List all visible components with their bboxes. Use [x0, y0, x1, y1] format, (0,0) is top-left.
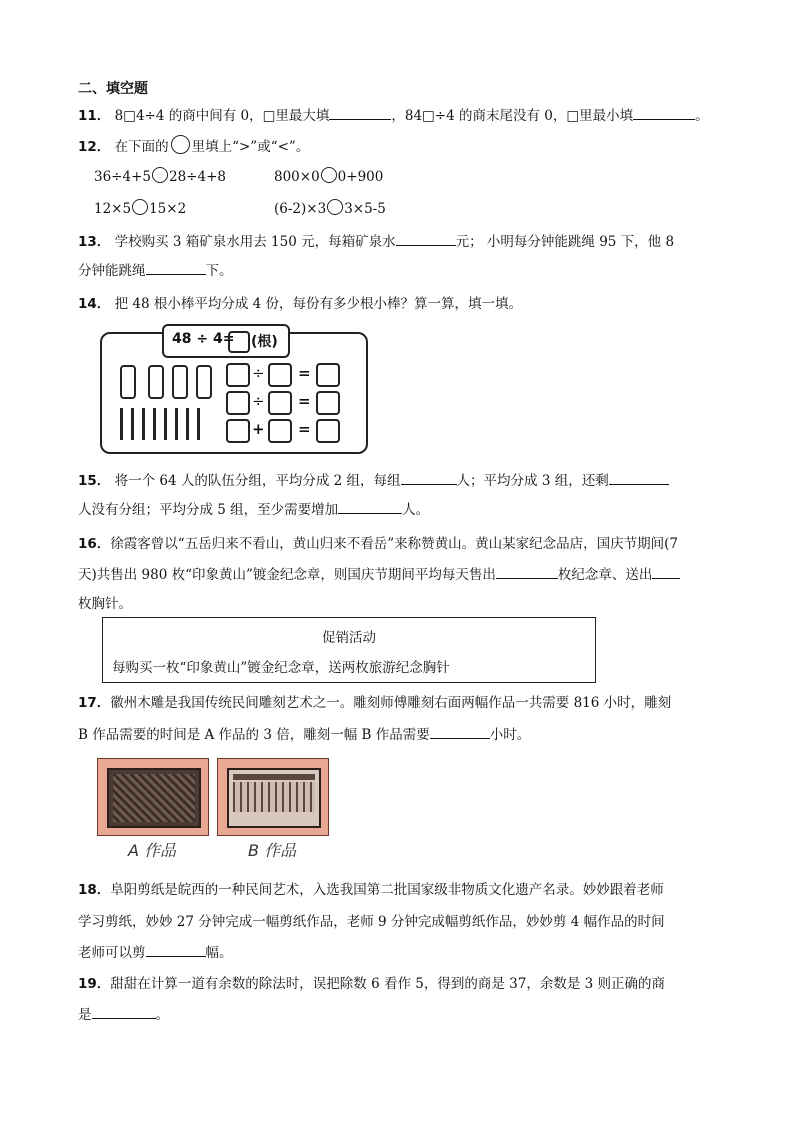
question-text: 阜阳剪纸是皖西的一种民间艺术，入选我国第二批国家级非物质文化遗产名录。妙妙跟着老师 [110, 882, 664, 898]
question-text: 元； 小明每分钟能跳绳 95 下，他 8 [455, 234, 675, 250]
question-19 [78, 972, 665, 992]
answer-box[interactable] [226, 363, 250, 387]
question-16 [78, 532, 678, 552]
question-number: 13． [78, 234, 111, 250]
question-12 [78, 135, 309, 155]
stick-icon [164, 408, 167, 440]
question-text: ，84□÷4 的商末尾没有 0，□里最小填 [391, 108, 634, 124]
answer-box[interactable] [268, 363, 292, 387]
answer-box[interactable] [228, 331, 250, 353]
expr-left: 12×5 [94, 201, 132, 217]
answer-box[interactable] [226, 419, 250, 443]
question-text: 。 [695, 108, 709, 124]
expr-right: 0+900 [337, 169, 384, 185]
question-text: 徽州木雕是我国传统民间雕刻艺术之一。雕刻师傅雕刻右面两幅作品一共需要 816 小时，雕刻 [110, 695, 672, 711]
question-text: 甜甜在计算一道有余数的除法时，误把除数 6 看作 5，得到的商是 37，余数是 3 则正确的商 [110, 976, 665, 992]
stick-icon [120, 408, 123, 440]
question-text: 下。 [205, 263, 233, 279]
answer-blank[interactable] [633, 107, 695, 120]
question-text: 学习剪纸，妙妙 27 分钟完成一幅剪纸作品，老师 9 分钟完成幅剪纸作品，妙妙剪 4 幅作品的时间 [78, 914, 665, 930]
divide-sign: ÷ [252, 364, 265, 382]
question-16-cont [78, 563, 680, 583]
carving-a-image [97, 758, 209, 836]
question-14 [78, 292, 522, 312]
question-number: 12． [78, 139, 111, 155]
equation-unit: (根) [251, 334, 278, 350]
question-text: 枚纪念章、送出 [557, 567, 653, 583]
expr-left: (6-2)×3 [274, 201, 327, 217]
stick-bundle-icon [148, 365, 164, 399]
expr-right: 28÷4+8 [168, 169, 226, 185]
equation-left: 48 ÷ 4= [172, 331, 235, 347]
question-number: 17． [78, 695, 111, 711]
question-text: 分钟能跳绳 [78, 263, 146, 279]
compare-circle-input[interactable] [152, 167, 168, 183]
answer-box[interactable] [226, 391, 250, 415]
compare-item [94, 199, 186, 217]
question-text: 把 48 根小棒平均分成 4 份，每份有多少根小棒？算一算，填一填。 [114, 296, 523, 312]
question-number: 14． [78, 296, 111, 312]
answer-blank[interactable] [652, 566, 680, 579]
answer-box[interactable] [268, 419, 292, 443]
compare-item [94, 167, 226, 185]
question-text: 将一个 64 人的队伍分组，平均分成 2 组，每组 [114, 473, 401, 489]
question-18 [78, 878, 664, 898]
question-11 [78, 104, 709, 124]
answer-blank[interactable] [609, 472, 669, 485]
answer-blank[interactable] [329, 107, 391, 120]
question-17-cont [78, 723, 530, 743]
answer-blank[interactable] [92, 1006, 156, 1019]
compare-item [274, 199, 386, 217]
compare-item [274, 167, 383, 185]
expr-right: 15×2 [149, 201, 187, 217]
carving-b-caption: B 作品 [248, 841, 297, 860]
compare-circle-input[interactable] [132, 199, 148, 215]
question-16-cont2 [78, 592, 132, 612]
compare-circle-input[interactable] [327, 199, 343, 215]
question-13 [78, 230, 674, 250]
question-text: 。 [155, 1007, 169, 1023]
stick-icon [142, 408, 145, 440]
equals-sign: = [298, 392, 311, 410]
question-15-cont [78, 498, 429, 518]
question-text: 枚胸针。 [78, 596, 132, 612]
stick-icon [186, 408, 189, 440]
answer-box[interactable] [268, 391, 292, 415]
promo-text: 每购买一枚“印象黄山”镀金纪念章，送两枚旅游纪念胸针 [112, 660, 450, 676]
question-text: 小时。 [489, 727, 531, 743]
answer-box[interactable] [316, 391, 340, 415]
compare-circle-input[interactable] [321, 167, 337, 183]
question-18-cont2 [78, 941, 233, 961]
question-text: 老师可以剪 [78, 945, 146, 961]
question-text: 天)共售出 980 枚“印象黄山”镀金纪念章，则国庆节期间平均每天售出 [78, 567, 496, 583]
plus-sign: + [252, 420, 265, 438]
expr-left: 36÷4+5 [94, 169, 151, 185]
answer-box[interactable] [316, 419, 340, 443]
question-13-cont [78, 259, 233, 279]
question-number: 15． [78, 473, 111, 489]
question-text: 人；平均分成 3 组，还剩 [456, 473, 609, 489]
answer-blank[interactable] [338, 501, 402, 514]
answer-box[interactable] [316, 363, 340, 387]
carving-b-image [217, 758, 329, 836]
circle-icon [171, 135, 190, 154]
answer-blank[interactable] [401, 472, 457, 485]
section-title: 二、填空题 [78, 81, 148, 97]
question-text: 学校购买 3 箱矿泉水用去 150 元，每箱矿泉水 [114, 234, 396, 250]
question-text: 在下面的 [114, 139, 169, 155]
divide-sign: ÷ [252, 392, 265, 410]
expr-left: 800×0 [274, 169, 320, 185]
question-text: 人没有分组；平均分成 5 组，至少需要增加 [78, 502, 339, 518]
stick-bundle-icon [120, 365, 136, 399]
stick-icon [175, 408, 178, 440]
answer-blank[interactable] [146, 944, 206, 957]
question-text: 里填上“>”或“<”。 [191, 139, 310, 155]
question-number: 11． [78, 108, 111, 124]
question-text: 人。 [402, 502, 430, 518]
question-number: 18． [78, 882, 111, 898]
equals-sign: = [298, 420, 311, 438]
stick-icon [131, 408, 134, 440]
carving-a-caption: A 作品 [128, 841, 177, 860]
answer-blank[interactable] [396, 233, 456, 246]
question-15 [78, 469, 669, 489]
answer-blank[interactable] [146, 262, 206, 275]
stick-bundle-icon [196, 365, 212, 399]
question-text: 幅。 [205, 945, 233, 961]
question-18-cont [78, 910, 665, 930]
question-text: 8□4÷4 的商中间有 0，□里最大填 [114, 108, 330, 124]
question-19-cont [78, 1003, 169, 1023]
question-text: 是 [78, 1007, 92, 1023]
answer-blank[interactable] [496, 566, 558, 579]
stick-icon [197, 408, 200, 440]
question-text: B 作品需要的时间是 A 作品的 3 倍，雕刻一幅 B 作品需要 [78, 727, 430, 743]
question-number: 19． [78, 976, 111, 992]
answer-blank[interactable] [430, 726, 490, 739]
promo-title: 促销活动 [322, 630, 376, 646]
equals-sign: = [298, 364, 311, 382]
expr-right: 3×5-5 [344, 201, 386, 217]
question-text: 徐霞客曾以“五岳归来不看山，黄山归来不看岳”来称赞黄山。黄山某家纪念品店，国庆节期间(7 [110, 536, 678, 552]
stick-icon [153, 408, 156, 440]
stick-bundle-icon [172, 365, 188, 399]
question-17 [78, 691, 671, 711]
question-number: 16． [78, 536, 111, 552]
